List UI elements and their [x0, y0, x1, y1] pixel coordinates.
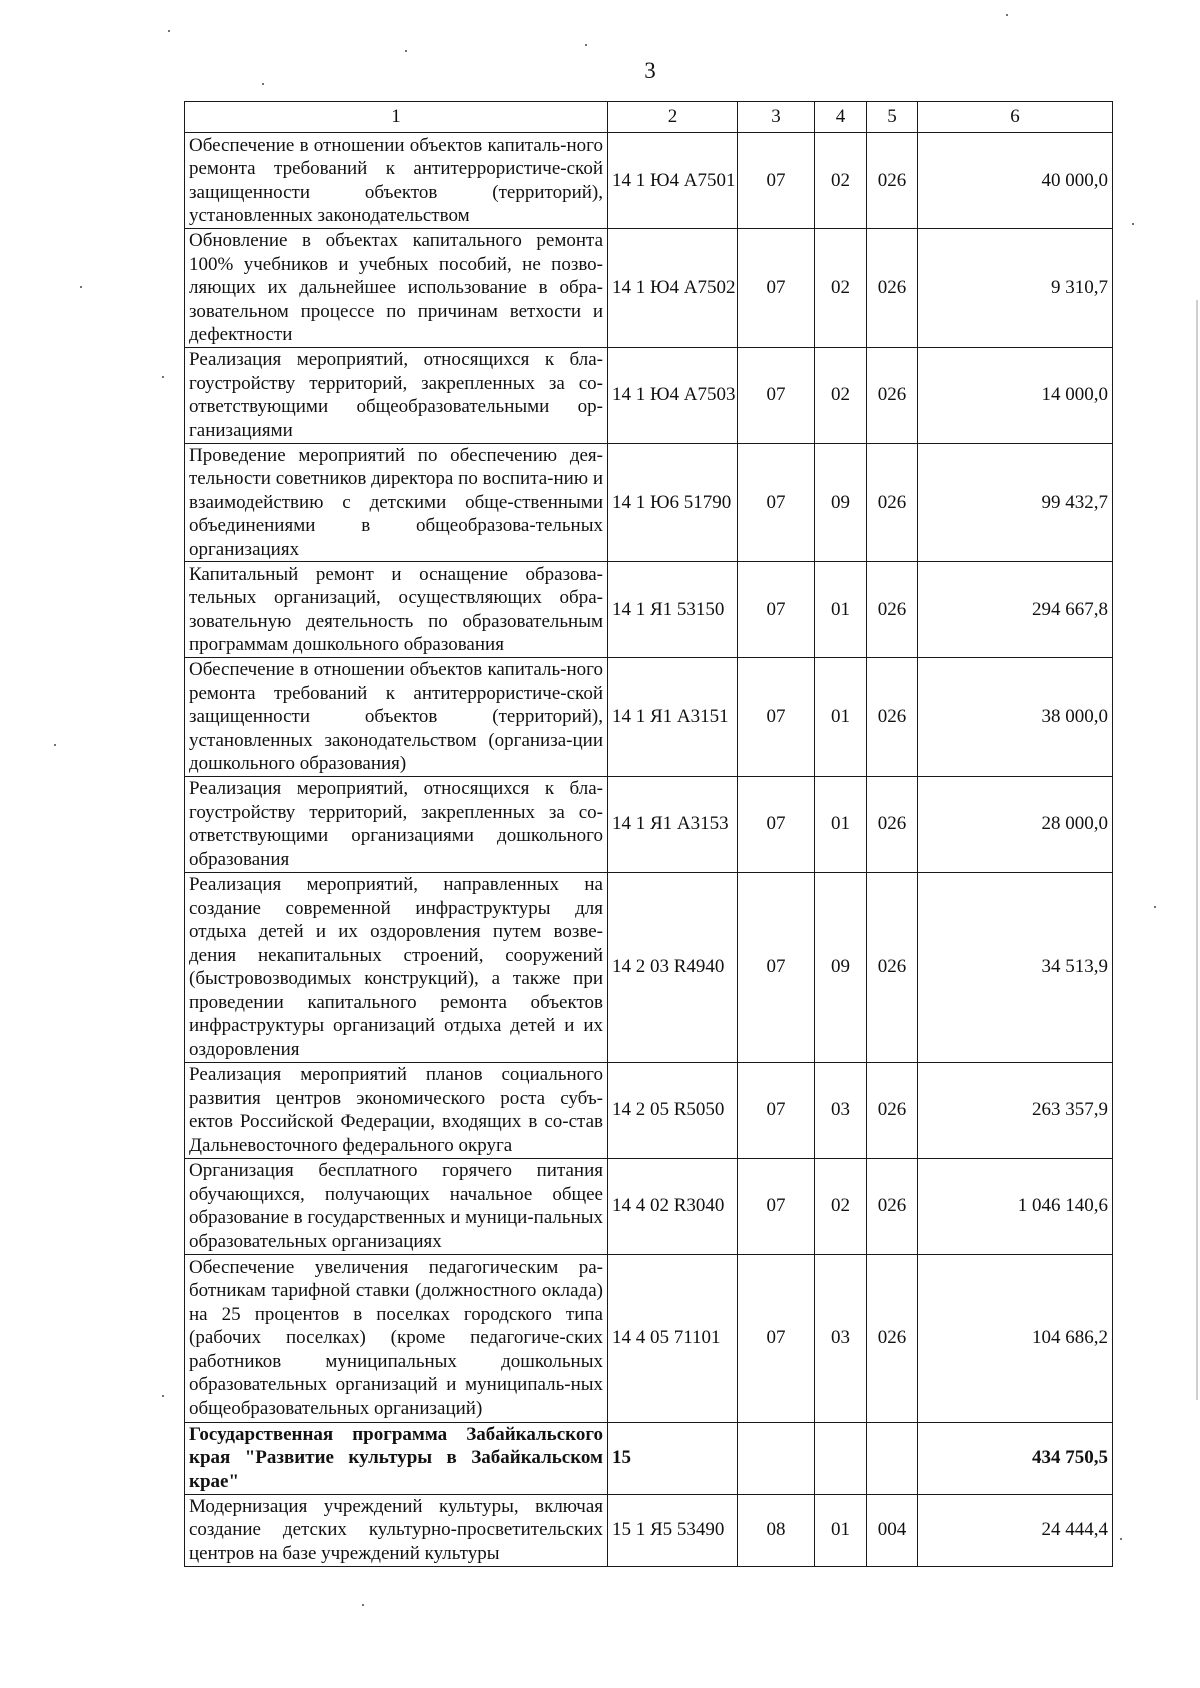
- header-col-5: 5: [867, 102, 918, 133]
- scan-speck: [1132, 223, 1134, 225]
- row-subsection-cell: 09: [815, 443, 867, 562]
- row-subsection-cell: 03: [815, 1062, 867, 1158]
- row-section-cell: 07: [738, 347, 815, 443]
- row-name-cell: Реализация мероприятий, относящихся к бла-гоустройству территорий, закрепленных за со-ответствующими общеобразовательными ор-ганизациями: [185, 347, 608, 443]
- row-agency-cell: 026: [867, 443, 918, 562]
- table-body: [185, 133, 1113, 1567]
- row-amount-cell: 294 667,8: [918, 562, 1113, 658]
- row-section-cell: 08: [738, 1494, 815, 1566]
- row-code-cell: 14 4 05 71101: [608, 1254, 738, 1422]
- row-name-cell: Реализация мероприятий, направленных на создание современной инфраструктуры для отдыха детей и их оздоровления путем возве-дения некапитальных строений, сооружений (быстровозводимых конструкций), а также при проведении капитального ремонта объектов инфраструктуры организаций отдыха детей и их оздоровления: [185, 872, 608, 1062]
- row-subsection-cell: 01: [815, 562, 867, 658]
- scan-speck: [80, 286, 82, 288]
- row-section-cell: 07: [738, 562, 815, 658]
- budget-table: [184, 101, 1113, 1567]
- row-agency-cell: 026: [867, 872, 918, 1062]
- table-row: [185, 1422, 1113, 1494]
- row-amount-cell: 34 513,9: [918, 872, 1113, 1062]
- header-col-4: 4: [815, 102, 867, 133]
- row-amount-cell: 9 310,7: [918, 229, 1113, 348]
- row-name-cell: Реализация мероприятий планов социального развития центров экономического роста субъ-ектов Российской Федерации, входящих в со-став Дальневосточного федерального округа: [185, 1062, 608, 1158]
- table-row: [185, 133, 1113, 229]
- header-col-2: 2: [608, 102, 738, 133]
- row-amount-cell: 1 046 140,6: [918, 1158, 1113, 1254]
- row-name-cell: Капитальный ремонт и оснащение образова-тельных организаций, осуществляющих обра-зовательную деятельность по образовательным программам дошкольного образования: [185, 562, 608, 658]
- row-code-cell: 14 4 02 R3040: [608, 1158, 738, 1254]
- row-name-cell: Государственная программа Забайкальского края "Развитие культуры в Забайкальском крае": [185, 1422, 608, 1494]
- table-header-row: [185, 102, 1113, 133]
- row-agency-cell: 026: [867, 1254, 918, 1422]
- row-code-cell: 14 1 Я1 А3151: [608, 658, 738, 777]
- scan-speck: [1120, 1538, 1122, 1540]
- row-agency-cell: 026: [867, 658, 918, 777]
- row-agency-cell: 026: [867, 133, 918, 229]
- row-section-cell: 07: [738, 133, 815, 229]
- row-agency-cell: 026: [867, 776, 918, 872]
- row-amount-cell: 38 000,0: [918, 658, 1113, 777]
- table-row: [185, 347, 1113, 443]
- table-row: [185, 229, 1113, 348]
- row-agency-cell: 026: [867, 562, 918, 658]
- table-row: [185, 1062, 1113, 1158]
- table-row: [185, 658, 1113, 777]
- row-code-cell: 14 2 03 R4940: [608, 872, 738, 1062]
- row-section-cell: 07: [738, 229, 815, 348]
- row-name-cell: Обновление в объектах капитального ремонта 100% учебников и учебных пособий, не позво-ляющих их дальнейшее использование в обра-зовательном процессе по причинам ветхости и дефектности: [185, 229, 608, 348]
- row-subsection-cell: 01: [815, 1494, 867, 1566]
- scan-speck: [162, 376, 164, 378]
- row-code-cell: 14 1 Я1 А3153: [608, 776, 738, 872]
- row-name-cell: Обеспечение в отношении объектов капиталь-ного ремонта требований к антитеррористиче-ской защищенности объектов (территорий), установленных законодательством (организа-ции дошкольного образования): [185, 658, 608, 777]
- row-section-cell: 07: [738, 1062, 815, 1158]
- row-amount-cell: 434 750,5: [918, 1422, 1113, 1494]
- row-code-cell: 14 1 Ю4 А7503: [608, 347, 738, 443]
- row-agency-cell: [867, 1422, 918, 1494]
- row-subsection-cell: [815, 1422, 867, 1494]
- row-code-cell: 14 1 Ю6 51790: [608, 443, 738, 562]
- row-amount-cell: 104 686,2: [918, 1254, 1113, 1422]
- row-code-cell: 14 2 05 R5050: [608, 1062, 738, 1158]
- row-name-cell: Организация бесплатного горячего питания обучающихся, получающих начальное общее образование в государственных и муници-пальных образовательных организациях: [185, 1158, 608, 1254]
- row-code-cell: 14 1 Я1 53150: [608, 562, 738, 658]
- row-agency-cell: 026: [867, 1062, 918, 1158]
- row-agency-cell: 026: [867, 347, 918, 443]
- table-row: [185, 1158, 1113, 1254]
- table-row: [185, 872, 1113, 1062]
- scan-speck: [1006, 14, 1008, 16]
- scan-speck: [362, 1604, 364, 1606]
- row-name-cell: Обеспечение увеличения педагогическим ра-ботникам тарифной ставки (должностного оклада) на 25 процентов в поселках городского типа (рабочих поселках) (кроме педагогиче-ских работников муниципальных дошкольных образовательных организаций и муниципаль-ных общеобразовательных организаций): [185, 1254, 608, 1422]
- scan-speck: [1154, 906, 1156, 908]
- scan-edge-shadow: [1196, 300, 1198, 1400]
- row-subsection-cell: 02: [815, 229, 867, 348]
- page-number: 3: [644, 58, 656, 83]
- scan-speck: [405, 50, 407, 52]
- row-section-cell: 07: [738, 443, 815, 562]
- row-amount-cell: 263 357,9: [918, 1062, 1113, 1158]
- row-subsection-cell: 01: [815, 658, 867, 777]
- row-amount-cell: 24 444,4: [918, 1494, 1113, 1566]
- row-name-cell: Реализация мероприятий, относящихся к бла-гоустройству территорий, закрепленных за со-ответствующими организациями дошкольного образования: [185, 776, 608, 872]
- scan-speck: [262, 83, 264, 85]
- row-amount-cell: 99 432,7: [918, 443, 1113, 562]
- row-name-cell: Модернизация учреждений культуры, включая создание детских культурно-просветительских центров на базе учреждений культуры: [185, 1494, 608, 1566]
- row-amount-cell: 28 000,0: [918, 776, 1113, 872]
- scan-speck: [168, 30, 170, 32]
- row-subsection-cell: 02: [815, 133, 867, 229]
- row-subsection-cell: 02: [815, 347, 867, 443]
- scan-speck: [585, 44, 587, 46]
- row-section-cell: 07: [738, 658, 815, 777]
- table-row: [185, 443, 1113, 562]
- row-name-cell: Проведение мероприятий по обеспечению дея-тельности советников директора по воспита-нию и взаимодействию с детскими обще-ственными объединениями в общеобразова-тельных организациях: [185, 443, 608, 562]
- row-agency-cell: 026: [867, 229, 918, 348]
- table-row: [185, 776, 1113, 872]
- row-agency-cell: 004: [867, 1494, 918, 1566]
- row-section-cell: 07: [738, 1254, 815, 1422]
- row-code-cell: 15 1 Я5 53490: [608, 1494, 738, 1566]
- row-code-cell: 14 1 Ю4 А7501: [608, 133, 738, 229]
- row-subsection-cell: 09: [815, 872, 867, 1062]
- scan-speck: [162, 1395, 164, 1397]
- row-amount-cell: 40 000,0: [918, 133, 1113, 229]
- row-amount-cell: 14 000,0: [918, 347, 1113, 443]
- row-subsection-cell: 02: [815, 1158, 867, 1254]
- row-subsection-cell: 03: [815, 1254, 867, 1422]
- row-agency-cell: 026: [867, 1158, 918, 1254]
- header-col-6: 6: [918, 102, 1113, 133]
- row-subsection-cell: 01: [815, 776, 867, 872]
- row-section-cell: 07: [738, 1158, 815, 1254]
- row-code-cell: 14 1 Ю4 А7502: [608, 229, 738, 348]
- header-col-3: 3: [738, 102, 815, 133]
- row-name-cell: Обеспечение в отношении объектов капиталь-ного ремонта требований к антитеррористиче-ской защищенности объектов (территорий), установленных законодательством: [185, 133, 608, 229]
- table-row: [185, 1494, 1113, 1566]
- table-row: [185, 562, 1113, 658]
- row-section-cell: [738, 1422, 815, 1494]
- row-section-cell: 07: [738, 872, 815, 1062]
- row-section-cell: 07: [738, 776, 815, 872]
- header-col-1: 1: [185, 102, 608, 133]
- table-row: [185, 1254, 1113, 1422]
- row-code-cell: 15: [608, 1422, 738, 1494]
- scan-speck: [54, 744, 56, 746]
